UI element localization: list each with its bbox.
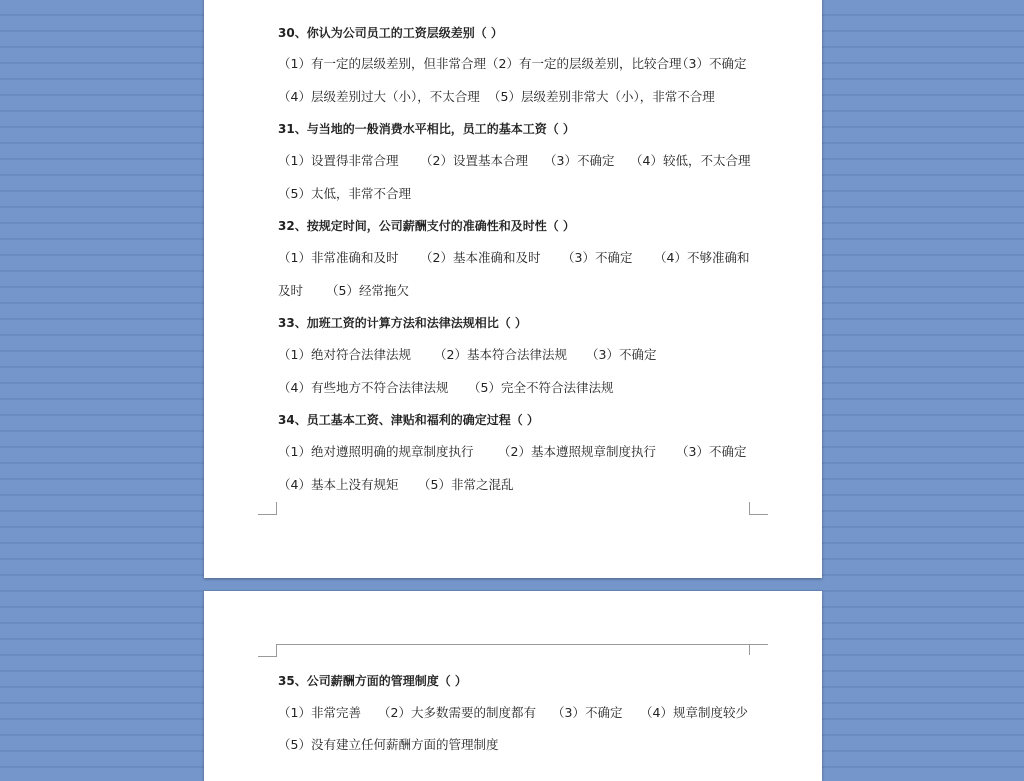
option: 及时: [278, 283, 304, 298]
option: （2）设置基本合理: [420, 153, 528, 168]
option: （4）较低，不太合理: [630, 153, 751, 168]
question-32-title: 32、按规定时间，公司薪酬支付的准确性和及时性（ ）: [278, 219, 575, 233]
option: （2）有一定的层级差别，比较合理: [486, 56, 682, 71]
option: （1）设置得非常合理: [278, 153, 399, 168]
option: （3）不确定: [676, 444, 747, 459]
document-page-2: [204, 591, 822, 781]
option: （1）非常完善: [278, 705, 361, 720]
option: （2）大多数需要的制度都有: [378, 705, 536, 720]
option: （4）规章制度较少: [640, 705, 748, 720]
option: （4）层级差别过大（小），不太合理: [278, 89, 480, 104]
option: （5）经常拖欠: [326, 283, 409, 298]
option: （3）不确定: [552, 705, 623, 720]
option: （2）基本符合法律法规: [434, 347, 567, 362]
option: （5）层级差别非常大（小），非常不合理: [488, 89, 715, 104]
option: （5）没有建立任何薪酬方面的管理制度: [278, 737, 499, 752]
option: （1）非常准确和及时: [278, 250, 399, 265]
page-margin-corner-top-left: [258, 644, 277, 657]
option: （3）不确定: [676, 56, 747, 71]
question-33-title: 33、加班工资的计算方法和法律法规相比（ ）: [278, 316, 527, 330]
option: （2）基本准确和及时: [420, 250, 541, 265]
question-30-title: 30、你认为公司员工的工资层级差别（ ）: [278, 26, 503, 40]
option: （4）基本上没有规矩: [278, 477, 399, 492]
option: （1）有一定的层级差别，但非常合理: [278, 56, 486, 71]
option: （1）绝对符合法律法规: [278, 347, 411, 362]
option: （5）非常之混乱: [418, 477, 514, 492]
option: （5）太低，非常不合理: [278, 186, 411, 201]
page-margin-corner-top-right: [749, 644, 768, 655]
option: （3）不确定: [544, 153, 615, 168]
header-rule: [276, 644, 749, 645]
question-34-title: 34、员工基本工资、津贴和福利的确定过程（ ）: [278, 413, 539, 427]
document-page-1: [204, 0, 822, 578]
option: （4）有些地方不符合法律法规: [278, 380, 449, 395]
question-35-title: 35、公司薪酬方面的管理制度（ ）: [278, 674, 467, 688]
page-margin-corner-bottom-right: [749, 502, 768, 515]
question-31-title: 31、与当地的一般消费水平相比，员工的基本工资（ ）: [278, 122, 575, 136]
option: （5）完全不符合法律法规: [468, 380, 614, 395]
page-margin-corner-bottom-left: [258, 502, 277, 515]
option: （1）绝对遵照明确的规章制度执行: [278, 444, 474, 459]
option: （2）基本遵照规章制度执行: [498, 444, 656, 459]
option: （4）不够准确和: [654, 250, 750, 265]
option: （3）不确定: [562, 250, 633, 265]
option: （3）不确定: [586, 347, 657, 362]
